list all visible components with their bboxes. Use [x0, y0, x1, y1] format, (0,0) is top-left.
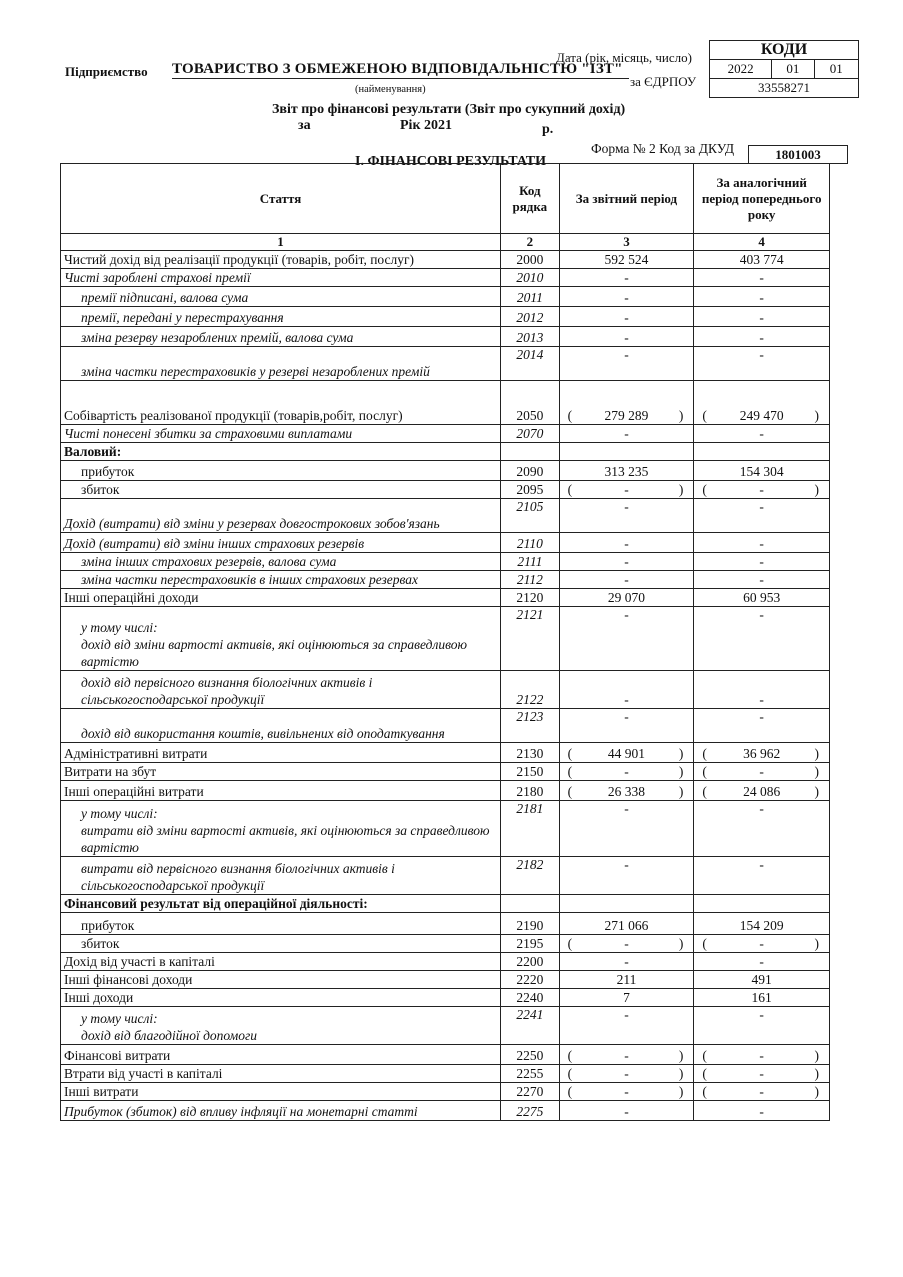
value-current: -: [559, 801, 694, 857]
row-label: зміна частки перестраховиків в інших страхових резервах: [61, 571, 501, 589]
value-previous: 154 304: [694, 461, 830, 481]
paren-open: (: [567, 936, 573, 951]
value-text: 44 901: [607, 746, 646, 761]
value-previous: [694, 935, 830, 953]
row-code: 2112: [501, 571, 560, 589]
paren-open: (: [702, 1066, 707, 1081]
value-previous: [694, 1045, 830, 1065]
row-label: зміна частки перестраховиків у резерві незароблених премій: [61, 347, 501, 381]
row-label: Інші фінансові доходи: [61, 971, 501, 989]
row-label: Витрати на збут: [61, 763, 501, 781]
row-label: зміна інших страхових резервів, валова сума: [61, 553, 501, 571]
row-label: премії, передані у перестрахування: [61, 307, 501, 327]
paren-close: ): [678, 764, 684, 779]
paren-close: ): [814, 764, 819, 779]
row-code: 2190: [501, 913, 560, 935]
value-text: -: [759, 764, 764, 779]
value-text: -: [759, 1084, 764, 1099]
value-text: 26 338: [607, 784, 646, 799]
row-code: 2240: [501, 989, 560, 1007]
edrpou-label: за ЄДРПОУ: [630, 74, 697, 89]
row-code: 2241: [501, 1007, 560, 1045]
table-number-row: [61, 234, 830, 251]
value-previous: [694, 1065, 830, 1083]
paren-open: (: [567, 482, 573, 497]
value-text: -: [759, 1066, 764, 1081]
row-code: [501, 443, 560, 461]
value-current: -: [559, 709, 694, 743]
paren-open: (: [702, 1048, 707, 1063]
row-code: 2000: [501, 251, 560, 269]
row-code: 2090: [501, 461, 560, 481]
table-row: [61, 443, 830, 461]
value-previous: -: [694, 425, 830, 443]
value-previous: -: [694, 671, 830, 709]
paren-close: ): [814, 408, 819, 423]
table-row: [61, 857, 830, 895]
value-current: [559, 935, 694, 953]
value-current: [559, 1065, 694, 1083]
paren-close: ): [678, 1048, 684, 1063]
value-previous: -: [694, 533, 830, 553]
row-code: [501, 895, 560, 913]
table-row: [61, 781, 830, 801]
paren-open: (: [567, 746, 573, 761]
value-current: -: [559, 307, 694, 327]
date-label: Дата (рік, місяць, число): [556, 50, 692, 65]
value-previous: -: [694, 347, 830, 381]
value-text: 279 289: [604, 408, 649, 423]
value-current: -: [559, 327, 694, 347]
row-code: 2182: [501, 857, 560, 895]
row-label: у тому числі: дохід від благодійної допомоги: [61, 1007, 501, 1045]
row-label: збиток: [61, 481, 501, 499]
row-label: Інші операційні витрати: [61, 781, 501, 801]
table-row: [61, 589, 830, 607]
value-previous: 403 774: [694, 251, 830, 269]
period: Рік 2021: [400, 118, 453, 133]
row-label: у тому числі: дохід від зміни вартості активів, які оцінюються за справедливою вартістю: [61, 607, 501, 671]
row-code: 2200: [501, 953, 560, 971]
paren-open: (: [567, 408, 573, 423]
table-row: [61, 1065, 830, 1083]
value-text: -: [624, 1066, 629, 1081]
paren-open: (: [702, 936, 707, 951]
value-previous: -: [694, 307, 830, 327]
row-label: прибуток: [61, 913, 501, 935]
value-text: -: [624, 764, 629, 779]
paren-close: ): [814, 1066, 819, 1081]
paren-close: ): [678, 936, 684, 951]
table-row: [61, 1045, 830, 1065]
row-label: у тому числі: витрати від зміни вартості активів, які оцінюються за справедливою вартістю: [61, 801, 501, 857]
table-header-row: [61, 164, 830, 234]
row-label: Інші операційні доходи: [61, 589, 501, 607]
row-code: 2255: [501, 1065, 560, 1083]
table-row: [61, 327, 830, 347]
table-row: [61, 971, 830, 989]
table-row: [61, 269, 830, 287]
value-current: 7: [559, 989, 694, 1007]
row-code: 2270: [501, 1083, 560, 1101]
table-row: [61, 913, 830, 935]
col-code: Код рядка: [501, 164, 560, 234]
edrpou-code: 33558271: [758, 80, 810, 95]
table-row: [61, 251, 830, 269]
table-row: [61, 671, 830, 709]
row-code: 2250: [501, 1045, 560, 1065]
value-text: -: [759, 1048, 764, 1063]
value-current: [559, 1045, 694, 1065]
value-text: -: [759, 936, 764, 951]
row-code: 2121: [501, 607, 560, 671]
row-code: 2275: [501, 1101, 560, 1121]
table-row: [61, 425, 830, 443]
table-row: [61, 571, 830, 589]
paren-open: (: [567, 1066, 573, 1081]
col-num-3: 3: [559, 234, 694, 251]
value-current: 271 066: [559, 913, 694, 935]
value-text: -: [624, 936, 629, 951]
financial-results-table: [60, 163, 830, 1121]
row-label: Чистий дохід від реалізації продукції (товарів, робіт, послуг): [61, 251, 501, 269]
row-code: 2050: [501, 381, 560, 425]
row-label: Собівартість реалізованої продукції (товарів,робіт, послуг): [61, 381, 501, 425]
row-label: Дохід (витрати) від зміни інших страхових резервів: [61, 533, 501, 553]
row-code: 2122: [501, 671, 560, 709]
table-row: [61, 935, 830, 953]
table-row: [61, 533, 830, 553]
paren-close: ): [814, 746, 819, 761]
paren-open: (: [702, 746, 707, 761]
row-code: 2111: [501, 553, 560, 571]
table-row: [61, 307, 830, 327]
table-row: [61, 381, 830, 425]
col-num-2: 2: [501, 234, 560, 251]
row-code: 2095: [501, 481, 560, 499]
row-label: Втрати від участі в капіталі: [61, 1065, 501, 1083]
table-row: [61, 287, 830, 307]
value-previous: 154 209: [694, 913, 830, 935]
value-current: -: [559, 607, 694, 671]
value-current: 592 524: [559, 251, 694, 269]
value-previous: -: [694, 499, 830, 533]
value-previous: -: [694, 953, 830, 971]
paren-close: ): [678, 746, 684, 761]
value-previous: 491: [694, 971, 830, 989]
value-current: -: [559, 347, 694, 381]
paren-close: ): [678, 482, 684, 497]
value-current: [559, 895, 694, 913]
row-code: 2070: [501, 425, 560, 443]
paren-close: ): [678, 784, 684, 799]
table-row: [61, 1007, 830, 1045]
table-row: [61, 895, 830, 913]
table-row: [61, 1083, 830, 1101]
row-label: Інші доходи: [61, 989, 501, 1007]
paren-open: (: [702, 1084, 707, 1099]
value-current: -: [559, 1101, 694, 1121]
value-previous: -: [694, 571, 830, 589]
value-previous: -: [694, 709, 830, 743]
value-previous: [694, 743, 830, 763]
row-code: 2014: [501, 347, 560, 381]
row-label: Фінансовий результат від операційної діяльності:: [61, 895, 501, 913]
table-row: [61, 709, 830, 743]
row-label: премії підписані, валова сума: [61, 287, 501, 307]
paren-open: (: [702, 482, 707, 497]
value-current: [559, 743, 694, 763]
row-label: Інші витрати: [61, 1083, 501, 1101]
value-current: -: [559, 425, 694, 443]
table-row: [61, 801, 830, 857]
value-previous: [694, 895, 830, 913]
value-current: [559, 381, 694, 425]
value-current: -: [559, 571, 694, 589]
value-current: -: [559, 953, 694, 971]
row-label: Фінансові витрати: [61, 1045, 501, 1065]
row-code: 2011: [501, 287, 560, 307]
col-current: За звітний період: [559, 164, 694, 234]
table-row: [61, 499, 830, 533]
col-article: Стаття: [61, 164, 501, 234]
paren-close: ): [814, 784, 819, 799]
col-previous: За аналогічний період попереднього року: [694, 164, 830, 234]
paren-close: ): [814, 1084, 819, 1099]
row-label: Прибуток (збиток) від впливу інфляції на монетарні статті: [61, 1101, 501, 1121]
value-previous: 161: [694, 989, 830, 1007]
table-row: [61, 607, 830, 671]
value-current: -: [559, 671, 694, 709]
paren-open: (: [702, 408, 707, 423]
value-previous: [694, 1083, 830, 1101]
date-year: 2022: [710, 60, 772, 78]
paren-open: (: [567, 784, 573, 799]
value-previous: -: [694, 269, 830, 287]
name-caption: (найменування): [355, 84, 426, 95]
row-label: збиток: [61, 935, 501, 953]
value-current: -: [559, 533, 694, 553]
paren-open: (: [567, 1084, 573, 1099]
date-cells: [710, 60, 858, 79]
value-current: [559, 781, 694, 801]
row-code: 2195: [501, 935, 560, 953]
value-text: -: [759, 482, 764, 497]
paren-close: ): [814, 482, 819, 497]
row-code: 2150: [501, 763, 560, 781]
enterprise-name: ТОВАРИСТВО З ОБМЕЖЕНОЮ ВІДПОВІДАЛЬНІСТЮ "ІЗТ": [172, 61, 629, 79]
value-text: -: [624, 1084, 629, 1099]
form-label: Форма № 2 Код за ДКУД: [591, 141, 735, 156]
row-label: Адміністративні витрати: [61, 743, 501, 763]
value-text: 24 086: [743, 784, 781, 799]
table-row: [61, 1101, 830, 1121]
value-previous: -: [694, 607, 830, 671]
row-code: 2180: [501, 781, 560, 801]
value-previous: -: [694, 553, 830, 571]
row-code: 2130: [501, 743, 560, 763]
row-label: Валовий:: [61, 443, 501, 461]
row-label: Дохід від участі в капіталі: [61, 953, 501, 971]
value-previous: -: [694, 1101, 830, 1121]
paren-close: ): [678, 1066, 684, 1081]
value-text: -: [624, 482, 629, 497]
row-label: дохід від використання коштів, вивільнених від оподаткування: [61, 709, 501, 743]
row-code: 2181: [501, 801, 560, 857]
row-code: 2123: [501, 709, 560, 743]
table-row: [61, 461, 830, 481]
paren-open: (: [702, 764, 707, 779]
value-current: [559, 481, 694, 499]
paren-open: (: [702, 784, 707, 799]
value-current: [559, 443, 694, 461]
value-previous: 60 953: [694, 589, 830, 607]
row-code: 2013: [501, 327, 560, 347]
row-code: 2012: [501, 307, 560, 327]
table-row: [61, 763, 830, 781]
value-previous: -: [694, 857, 830, 895]
date-month: 01: [772, 60, 814, 78]
value-previous: [694, 781, 830, 801]
value-current: -: [559, 553, 694, 571]
value-current: [559, 763, 694, 781]
codes-box: [709, 40, 859, 98]
value-previous: -: [694, 327, 830, 347]
table-row: [61, 989, 830, 1007]
codes-title: КОДИ: [710, 41, 858, 60]
date-day: 01: [829, 61, 843, 76]
dkud-code: 1801003: [748, 145, 848, 164]
paren-close: ): [814, 936, 819, 951]
row-code: 2220: [501, 971, 560, 989]
row-code: 2120: [501, 589, 560, 607]
value-current: 211: [559, 971, 694, 989]
period-prefix: за: [298, 118, 311, 133]
table-row: [61, 553, 830, 571]
paren-open: (: [567, 1048, 573, 1063]
row-code: 2010: [501, 269, 560, 287]
paren-close: ): [814, 1048, 819, 1063]
value-text: 36 962: [743, 746, 781, 761]
col-num-4: 4: [694, 234, 830, 251]
paren-close: ): [678, 1084, 684, 1099]
table-row: [61, 347, 830, 381]
value-previous: [694, 481, 830, 499]
table-row: [61, 481, 830, 499]
row-label: Дохід (витрати) від зміни у резервах довгострокових зобов'язань: [61, 499, 501, 533]
paren-close: ): [678, 408, 684, 423]
row-label: зміна резерву незароблених премій, валова сума: [61, 327, 501, 347]
row-label: прибуток: [61, 461, 501, 481]
value-current: -: [559, 287, 694, 307]
value-text: 249 470: [739, 408, 784, 423]
table-row: [61, 743, 830, 763]
row-label: витрати від первісного визнання біологічних активів і сільськогосподарської продукції: [61, 857, 501, 895]
value-text: -: [624, 1048, 629, 1063]
value-previous: [694, 443, 830, 461]
row-label: Чисті понесені збитки за страховими виплатами: [61, 425, 501, 443]
row-label: дохід від первісного визнання біологічних активів і сільськогосподарської продукції: [61, 671, 501, 709]
report-title: Звіт про фінансові результати (Звіт про сукупний дохід): [272, 102, 626, 117]
value-previous: -: [694, 1007, 830, 1045]
row-code: 2105: [501, 499, 560, 533]
value-current: [559, 1083, 694, 1101]
value-current: -: [559, 269, 694, 287]
paren-open: (: [567, 764, 573, 779]
period-suffix: р.: [542, 122, 554, 137]
value-current: -: [559, 499, 694, 533]
row-label: Чисті зароблені страхові премії: [61, 269, 501, 287]
enterprise-label: Підприємство: [65, 64, 148, 79]
col-num-1: 1: [61, 234, 501, 251]
value-current: 313 235: [559, 461, 694, 481]
section-title: І. ФІНАНСОВІ РЕЗУЛЬТАТИ: [355, 154, 547, 169]
value-current: 29 070: [559, 589, 694, 607]
value-previous: -: [694, 287, 830, 307]
table-row: [61, 953, 830, 971]
value-previous: [694, 381, 830, 425]
value-current: -: [559, 1007, 694, 1045]
value-previous: -: [694, 801, 830, 857]
row-code: 2110: [501, 533, 560, 553]
value-previous: [694, 763, 830, 781]
value-current: -: [559, 857, 694, 895]
